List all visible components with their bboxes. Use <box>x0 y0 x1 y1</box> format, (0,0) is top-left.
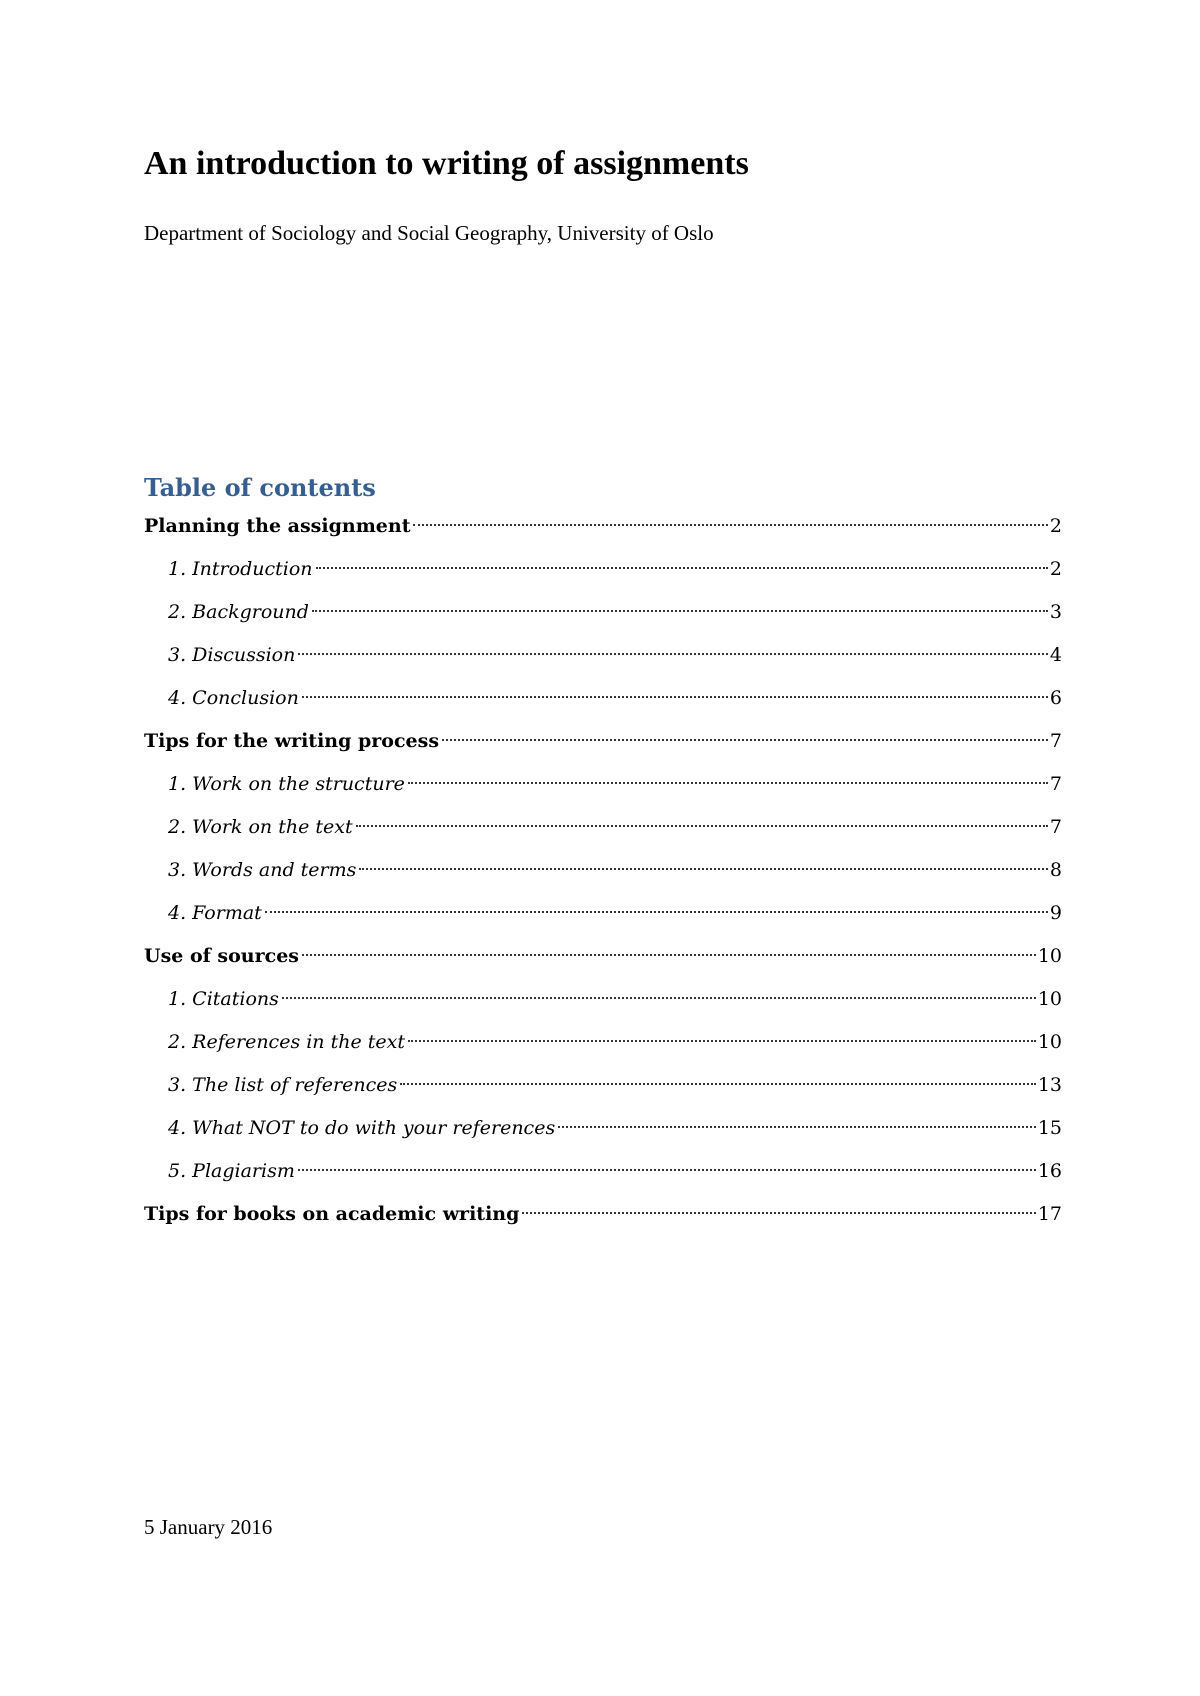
toc-entry-page: 10 <box>1037 1031 1062 1053</box>
toc-entry-plagiarism[interactable] <box>144 1150 1062 1193</box>
toc-entry-label: 2. Work on the text <box>168 816 353 838</box>
toc-dot-leader <box>400 1083 1036 1085</box>
toc-entry-label: Use of sources <box>144 945 299 967</box>
toc-dot-leader <box>265 911 1048 913</box>
toc-entry-label: 2. Background <box>168 601 309 623</box>
toc-entry-the-list-of-references[interactable] <box>144 1064 1062 1107</box>
toc-entry-work-on-the-structure[interactable] <box>144 763 1062 806</box>
toc-entry-label: Planning the assignment <box>144 515 411 537</box>
toc-dot-leader <box>558 1126 1036 1128</box>
toc-entry-references-in-the-text[interactable] <box>144 1021 1062 1064</box>
toc-entry-page: 7 <box>1049 816 1062 838</box>
toc-dot-leader <box>298 653 1048 655</box>
toc-entry-citations[interactable] <box>144 978 1062 1021</box>
toc-dot-leader <box>408 782 1048 784</box>
toc-entry-page: 15 <box>1037 1117 1062 1139</box>
toc-entry-page: 10 <box>1037 945 1062 967</box>
toc-entry-page: 17 <box>1037 1203 1062 1225</box>
toc-entry-page: 7 <box>1049 730 1062 752</box>
toc-dot-leader <box>316 567 1048 569</box>
document-date: 5 January 2016 <box>144 1515 273 1539</box>
toc-entry-words-and-terms[interactable] <box>144 849 1062 892</box>
toc-entry-label: 2. References in the text <box>168 1031 405 1053</box>
toc-dot-leader <box>302 954 1036 956</box>
toc-dot-leader <box>359 868 1048 870</box>
toc-entry-use-of-sources[interactable] <box>144 935 1062 978</box>
document-subtitle: Department of Sociology and Social Geography, University of Oslo <box>144 221 714 245</box>
toc-entry-label: 4. Format <box>168 902 262 924</box>
toc-entry-page: 9 <box>1049 902 1062 924</box>
toc-entry-format[interactable] <box>144 892 1062 935</box>
toc-entry-label: 1. Work on the structure <box>168 773 405 795</box>
document-title: An introduction to writing of assignments <box>144 145 749 182</box>
toc-entry-label: 4. Conclusion <box>168 687 299 709</box>
table-of-contents <box>144 505 1062 1236</box>
toc-dot-leader <box>298 1169 1036 1171</box>
toc-entry-page: 4 <box>1049 644 1062 666</box>
toc-entry-label: Tips for books on academic writing <box>144 1203 520 1225</box>
toc-entry-label: Tips for the writing process <box>144 730 440 752</box>
toc-entry-page: 13 <box>1037 1074 1062 1096</box>
toc-entry-page: 10 <box>1037 988 1062 1010</box>
toc-entry-introduction[interactable] <box>144 548 1062 591</box>
toc-entry-what-not-to-do[interactable] <box>144 1107 1062 1150</box>
toc-heading: Table of contents <box>144 473 376 502</box>
toc-entry-label: 4. What NOT to do with your references <box>168 1117 556 1139</box>
toc-dot-leader <box>302 696 1048 698</box>
toc-entry-discussion[interactable] <box>144 634 1062 677</box>
toc-entry-tips-for-books[interactable] <box>144 1193 1062 1236</box>
toc-entry-work-on-the-text[interactable] <box>144 806 1062 849</box>
toc-dot-leader <box>356 825 1048 827</box>
toc-entry-tips-for-the-writing-process[interactable] <box>144 720 1062 763</box>
toc-dot-leader <box>408 1040 1036 1042</box>
toc-entry-background[interactable] <box>144 591 1062 634</box>
toc-entry-label: 1. Citations <box>168 988 279 1010</box>
toc-entry-label: 3. The list of references <box>168 1074 398 1096</box>
toc-entry-page: 16 <box>1037 1160 1062 1182</box>
toc-entry-label: 1. Introduction <box>168 558 313 580</box>
toc-entry-page: 2 <box>1049 558 1062 580</box>
toc-dot-leader <box>282 997 1036 999</box>
toc-entry-page: 3 <box>1049 601 1062 623</box>
toc-entry-label: 3. Discussion <box>168 644 296 666</box>
toc-dot-leader <box>522 1212 1035 1214</box>
toc-entry-page: 6 <box>1049 687 1062 709</box>
toc-entry-label: 3. Words and terms <box>168 859 357 881</box>
toc-dot-leader <box>442 739 1048 741</box>
toc-entry-page: 7 <box>1049 773 1062 795</box>
toc-entry-page: 2 <box>1049 515 1062 537</box>
toc-entry-planning-the-assignment[interactable] <box>144 505 1062 548</box>
toc-dot-leader <box>312 610 1048 612</box>
toc-entry-page: 8 <box>1049 859 1062 881</box>
toc-entry-conclusion[interactable] <box>144 677 1062 720</box>
toc-dot-leader <box>413 524 1047 526</box>
toc-entry-label: 5. Plagiarism <box>168 1160 295 1182</box>
